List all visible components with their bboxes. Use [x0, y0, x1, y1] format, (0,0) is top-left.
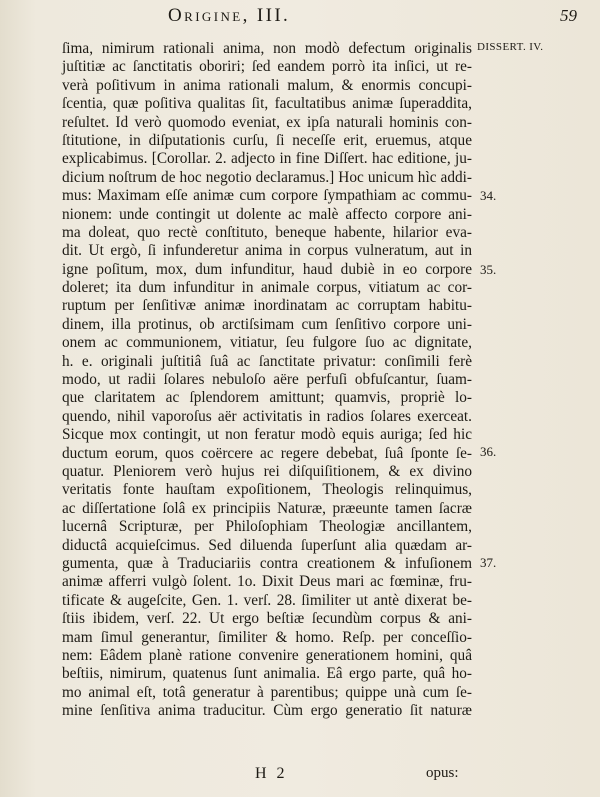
text-line: ſima, nimirum rationali anima, non modò defectum originalis — [62, 40, 472, 57]
text-line: diductâ acquieſcimus. Sed diluenda ſuperſunt alia quædam ar- — [62, 536, 472, 554]
text-line: nionem: unde contingit ut dolente ac malè affecto corpore ani- — [62, 205, 472, 223]
text-line: onem ac communionem, vitiatur, ſeu fulgore ſuo ac dignitate, — [62, 334, 472, 352]
text-line: nem: Eâdem planè ratione convenire generationem homini, quâ — [62, 646, 472, 664]
text-line: Sicque mox contingit, ut non feratur modò equis auriga; ſed hic — [62, 426, 472, 444]
text-line: ma doleat, quo rectè conſtituto, beneque habente, hilarior eva- — [62, 223, 472, 241]
text-line: verà poſitivum in anima rationali malum, & enormis concupi- — [62, 76, 472, 94]
text-line: doleret; ita dum infunditur in animale corpus, vitiatum ac cor- — [62, 279, 472, 297]
signature-mark: H 2 — [255, 765, 288, 782]
text-line: gumenta, quæ à Traduciariis contra creationem & infuſionem — [62, 554, 472, 572]
text-line: modo, ut radii ſolares nebuloſo aëre perfuſi obfuſcantur, ſuam- — [62, 371, 472, 389]
margin-note-section-34: 34. — [480, 188, 497, 203]
text-line: que claritatem ac ſplendorem amittunt; quamvis, propriè lo- — [62, 389, 472, 407]
margin-note-section-37: 37. — [480, 555, 497, 570]
text-line: animæ afferri vulgò ſolent. 1o. Dixit Deus mari ac fœminæ, fru- — [62, 573, 472, 591]
running-title: Origine, III. — [168, 5, 291, 26]
body-text — [62, 40, 472, 720]
text-line: igne poſitum, mox, dum infunditur, haud dubiè in eo corpore — [62, 260, 472, 278]
text-line: ſcentia, quæ poſitiva qualitas ſit, facultatibus animæ ſuperaddita, — [62, 95, 472, 113]
catchword: opus: — [426, 765, 459, 781]
text-line: ſtitutione, in diſputationis curſu, ſi neceſſe erit, eruemus, atque — [62, 131, 472, 149]
text-line: veritatis fonte hauſtam expoſitionem, Theologis relinquimus, — [62, 481, 472, 499]
text-line: mus: Maximam eſſe animæ cum corpore ſympathiam ac commu- — [62, 187, 472, 205]
text-line: ruptum per ſenſitivæ animæ inordinatam ac corruptam habitu- — [62, 297, 472, 315]
text-line: dicium noſtrum de hoc negotio declaramus.] Hoc unicum hìc addi- — [62, 168, 472, 186]
text-line: ſtiis ibidem, verſ. 22. Ut ergo beſtiæ ſecundùm corpus & ani- — [62, 610, 472, 628]
text-line: explicabimus. [Corollar. 2. adjecto in fine Diſſert. hac editione, ju- — [62, 150, 472, 168]
text-line: quatur. Pleniorem verò hujus rei diſquiſitionem, & ex divino — [62, 462, 472, 480]
text-line: ductum eorum, quos coërcere ac regere debebat, ſuâ ſponte ſe- — [62, 444, 472, 462]
text-line: reſultet. Id verò quomodo eveniat, ex ipſa naturali hominis con- — [62, 113, 472, 131]
running-head — [0, 4, 600, 30]
text-line: mam ſimul generantur, ſimiliter & homo. Reſp. per conceſſio- — [62, 628, 472, 646]
text-line: dinem, illa protinus, ob arctiſsimam cum ſenſitivo corpore uni- — [62, 315, 472, 333]
text-line: h. e. originali juſtitiâ ſuâ ac ſanctitate privatur: conſimili ferè — [62, 352, 472, 370]
text-line: mine ſenſitiva anima traducitur. Cùm ergo generatio ſit naturæ — [62, 702, 472, 720]
text-line: beſtiis, nimirum, quatenus ſunt animalia. Eâ ergo parte, quâ ho- — [62, 665, 472, 683]
margin-note-section-36: 36. — [480, 444, 497, 459]
page-number: 59 — [560, 6, 577, 25]
margin-note-section-35: 35. — [480, 262, 497, 277]
margin-note-dissertation: DISSERT. IV. — [477, 41, 544, 53]
text-line: dit. Ut ergò, ſi infunderetur anima in corpus vulneratum, aut in — [62, 242, 472, 260]
text-line: juſtitiæ ac ſanctitatis oboriri; ſed eandem porrò ita inſici, ut re- — [62, 58, 472, 76]
page-footer — [0, 765, 600, 787]
text-line: ac diſſertatione ſolâ ex principiis Naturæ, præeunte tamen ſacræ — [62, 499, 472, 517]
text-line: tificate & augeſcite, Gen. 1. verſ. 28. ſimiliter ut antè dixerat be- — [62, 591, 472, 609]
text-line: mo animal eſt, totâ generatur à parentibus; quippe unà cum ſe- — [62, 683, 472, 701]
text-line: lucernâ Scripturæ, per Philoſophiam Theologiæ ancillantem, — [62, 518, 472, 536]
text-line: quendo, nihil vaporoſus aër activitatis in radios ſolares exerceat. — [62, 407, 472, 425]
